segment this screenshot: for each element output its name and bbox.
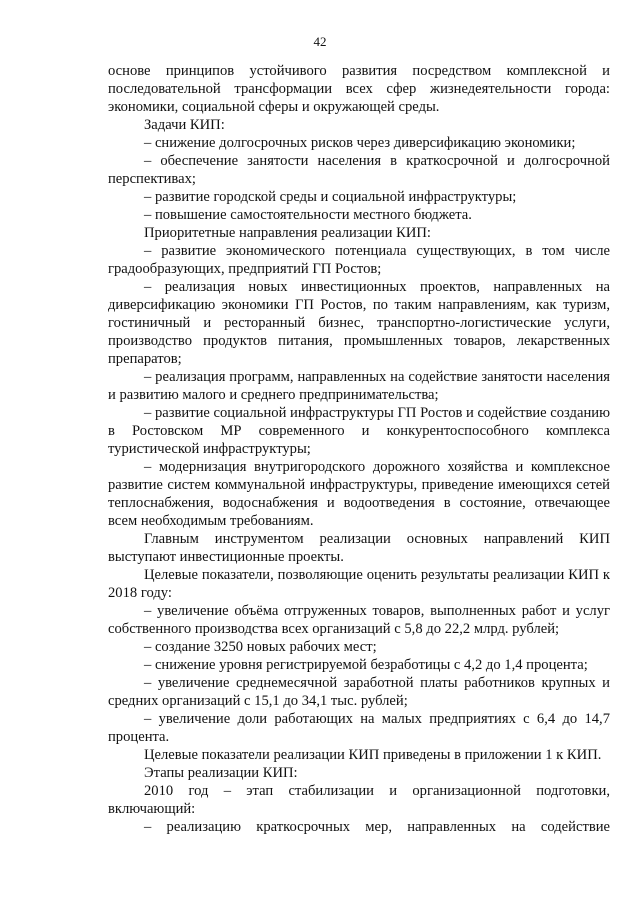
- list-item: – повышение самостоятельности местного бюджета.: [144, 207, 472, 223]
- document-body: [108, 62, 610, 836]
- list-item: – обеспечение занятости населения в краткосрочной и долгосрочной перспективах;: [108, 153, 610, 187]
- list-item: – снижение уровня регистрируемой безработицы с 4,2 до 1,4 процента;: [144, 657, 588, 673]
- tasks-heading: Задачи КИП:: [144, 117, 225, 133]
- list-item: – развитие социальной инфраструктуры ГП Ростов и содействие созданию в Ростовском МР современного и конкурентоспособного комплекса туристической инфраструктуры;: [108, 405, 610, 457]
- paragraph: Целевые показатели реализации КИП приведены в приложении 1 к КИП.: [144, 747, 602, 763]
- paragraph: Главным инструментом реализации основных направлений КИП выступают инвестиционные проекты.: [108, 531, 610, 565]
- list-item: – развитие городской среды и социальной инфраструктуры;: [144, 189, 517, 205]
- list-item: – реализация программ, направленных на содействие занятости населения и развитию малого и среднего предпринимательства;: [108, 369, 610, 403]
- priorities-heading: Приоритетные направления реализации КИП:: [144, 225, 431, 241]
- paragraph: основе принципов устойчивого развития посредством комплексной и последовательной трансформации всех сфер жизнедеятельности города: экономики, социальной сферы и окружающей среды.: [108, 63, 610, 115]
- list-item: – увеличение среднемесячной заработной платы работников крупных и средних организаций с 15,1 до 34,1 тыс. рублей;: [108, 675, 610, 709]
- list-item: – модернизация внутригородского дорожного хозяйства и комплексное развитие систем коммунальной инфраструктуры, приведение имеющихся сетей теплоснабжения, водоснабжения и водоотведения в состояние, отвечающее всем необходимым требованиям.: [108, 459, 610, 529]
- list-item: – увеличение объёма отгруженных товаров, выполненных работ и услуг собственного производства всех организаций с 5,8 до 22,2 млрд. рублей;: [108, 603, 610, 637]
- stages-heading: Этапы реализации КИП:: [144, 765, 298, 781]
- list-item: – развитие экономического потенциала существующих, в том числе градообразующих, предприятий ГП Ростов;: [108, 243, 610, 277]
- page-number: 42: [313, 34, 327, 49]
- list-item: – создание 3250 новых рабочих мест;: [144, 639, 377, 655]
- list-item: – снижение долгосрочных рисков через диверсификацию экономики;: [144, 135, 576, 151]
- list-item: – реализацию краткосрочных мер, направленных на содействие: [144, 819, 610, 835]
- targets-heading: Целевые показатели, позволяющие оценить результаты реализации КИП к 2018 году:: [108, 567, 610, 601]
- paragraph: 2010 год – этап стабилизации и организационной подготовки, включающий:: [108, 783, 610, 817]
- list-item: – увеличение доли работающих на малых предприятиях с 6,4 до 14,7 процента.: [108, 711, 610, 745]
- list-item: – реализация новых инвестиционных проектов, направленных на диверсификацию экономики ГП Ростов, по таким направлениям, как туризм, гостиничный и ресторанный бизнес, транспортно-логистические услуги, производство продуктов питания, промышленных товаров, лекарственных препаратов;: [108, 279, 610, 367]
